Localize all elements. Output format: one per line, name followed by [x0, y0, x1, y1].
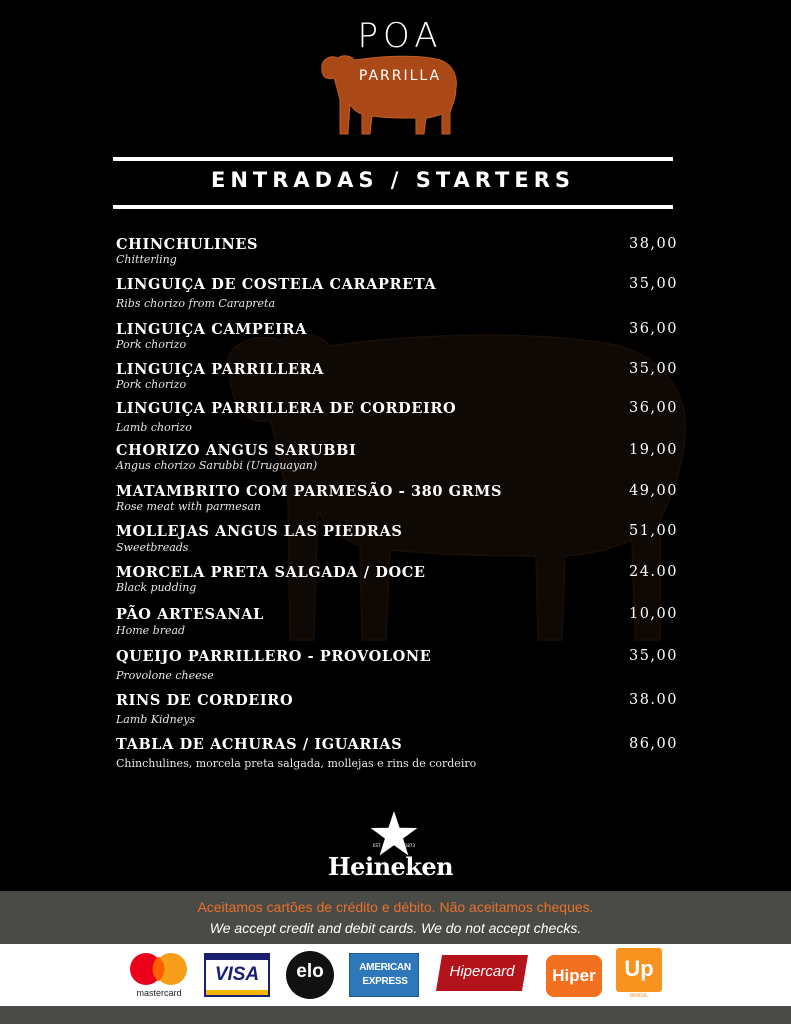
item-description: Pork chorizo — [116, 338, 187, 351]
item-price: 10,00 — [628, 606, 678, 622]
item-name: TABLA DE ACHURAS / IGUARIAS — [116, 736, 403, 753]
hipercard-logo — [434, 953, 530, 993]
visa-logo — [204, 953, 270, 997]
item-description: Angus chorizo Sarubbi (Uruguayan) — [116, 459, 318, 472]
item-price: 38,00 — [628, 236, 678, 252]
item-price: 36,00 — [628, 400, 678, 416]
item-name: LINGUIÇA DE COSTELA CARAPRETA — [116, 276, 437, 293]
heineken-logo: Heineken — [328, 852, 454, 881]
mastercard-logo — [128, 951, 190, 999]
bottom-band — [0, 1006, 791, 1024]
top-divider — [113, 157, 673, 161]
item-price: 49,00 — [628, 483, 678, 499]
item-name: MOLLEJAS ANGUS LAS PIEDRAS — [116, 523, 403, 540]
amex-text-2: EXPRESS — [362, 976, 408, 987]
hiper-logo — [546, 955, 602, 997]
mastercard-icon — [128, 951, 190, 987]
item-description: Chitterling — [116, 253, 177, 266]
item-description: Lamb Kidneys — [116, 713, 196, 726]
item-description: Rose meat with parmesan — [116, 500, 261, 513]
item-name: LINGUIÇA PARRILLERA DE CORDEIRO — [116, 400, 457, 417]
item-name: CHORIZO ANGUS SARUBBI — [116, 442, 357, 459]
up-text: Up — [624, 956, 654, 981]
elo-text: elo — [296, 961, 324, 982]
elo-logo — [286, 951, 334, 999]
amex-logo — [349, 953, 419, 997]
logo-subtitle: PARRILLA — [358, 68, 442, 84]
item-description: Black pudding — [116, 581, 197, 594]
hipercard-text: Hipercard — [449, 963, 515, 980]
star-icon — [370, 811, 418, 857]
item-price: 35,00 — [628, 648, 678, 664]
item-description: Pork chorizo — [116, 378, 187, 391]
item-price: 35,00 — [628, 361, 678, 377]
item-price: 51,00 — [628, 523, 678, 539]
item-name: RINS DE CORDEIRO — [116, 692, 294, 709]
item-name: LINGUIÇA CAMPEIRA — [116, 321, 307, 338]
bottom-divider — [113, 205, 673, 209]
est-year: 1873 — [404, 843, 415, 848]
item-price: 36,00 — [628, 321, 678, 337]
item-name: PÃO ARTESANAL — [116, 606, 264, 623]
item-description: Ribs chorizo from Carapreta — [116, 297, 276, 310]
item-description: Provolone cheese — [116, 669, 214, 682]
payment-note-pt: Aceitamos cartões de crédito e débito. Não aceitamos cheques. — [197, 899, 594, 915]
amex-text-1: AMERICAN — [359, 962, 411, 973]
heineken-established — [373, 843, 415, 848]
item-price: 35,00 — [628, 276, 678, 292]
item-name: MORCELA PRETA SALGADA / DOCE — [116, 564, 426, 581]
section-title: ENTRADAS / STARTERS — [210, 168, 576, 192]
item-name: MATAMBRITO COM PARMESÃO - 380 GRMS — [116, 483, 503, 500]
logo-title: POA — [357, 16, 443, 56]
item-description: Chinchulines, morcela preta salgada, mollejas e rins de cordeiro — [116, 757, 477, 770]
up-subtext: BRASIL — [630, 993, 648, 999]
item-price: 24.00 — [628, 564, 678, 580]
item-price: 86,00 — [628, 736, 678, 752]
item-name: LINGUIÇA PARRILLERA — [116, 361, 325, 378]
item-description: Home bread — [116, 624, 186, 637]
item-description: Sweetbreads — [116, 541, 189, 554]
visa-text: VISA — [214, 964, 260, 985]
mastercard-label: mastercard — [136, 988, 182, 998]
hiper-text: Hiper — [552, 966, 596, 985]
item-name: CHINCHULINES — [116, 236, 259, 253]
item-description: Lamb chorizo — [116, 421, 192, 434]
item-price: 38.00 — [628, 692, 678, 708]
est-label: EST. — [373, 843, 382, 848]
item-name: QUEIJO PARRILLERO - PROVOLONE — [116, 648, 432, 665]
item-price: 19,00 — [628, 442, 678, 458]
up-brasil-logo — [616, 948, 662, 1000]
payment-note-en: We accept credit and debit cards. We do not accept checks. — [209, 920, 582, 936]
